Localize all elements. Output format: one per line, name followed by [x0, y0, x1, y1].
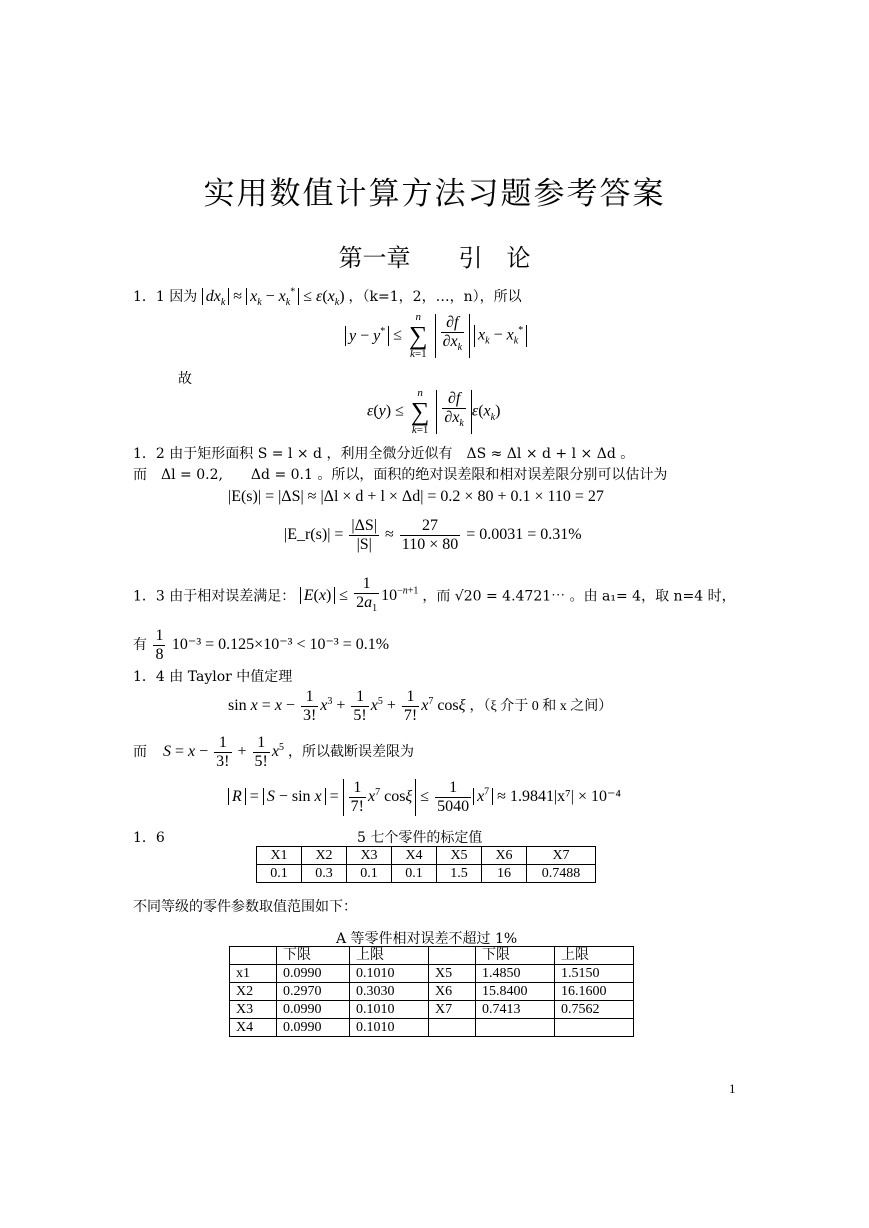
table-cell: 0.1 — [257, 865, 302, 883]
eq-den: 110 × 80 — [401, 536, 459, 553]
table-cell — [230, 947, 277, 965]
page-number: 1 — [729, 1081, 736, 1096]
table-cell: 1.5 — [437, 865, 482, 883]
problem-text: 因为 — [169, 289, 198, 305]
table-cell: 上限 — [555, 947, 634, 965]
table-cell: 0.3030 — [350, 983, 429, 1001]
table-row — [230, 1001, 634, 1019]
problem-1-2-line2: 而 Δl = 0.2, Δd = 0.1 。所以，面积的绝对误差限和相对误差限分别可以估计为 — [133, 467, 668, 483]
table-cell: 1.4850 — [476, 965, 555, 983]
problem-text: 有 — [133, 637, 147, 654]
table-cell: 0.7488 — [527, 865, 596, 883]
table-cell: 下限 — [277, 947, 350, 965]
table-header-row — [257, 847, 596, 865]
eq-den: |S| — [356, 536, 372, 553]
table-cell: 15.8400 — [476, 983, 555, 1001]
table-cell: X4 — [392, 847, 437, 865]
table-cell: 0.1010 — [350, 965, 429, 983]
problem-text: 由于相对误差满足： — [169, 588, 296, 605]
table-cell: 下限 — [476, 947, 555, 965]
eq-num: 27 — [400, 517, 460, 536]
table-cell: X2 — [302, 847, 347, 865]
table-cell: x1 — [230, 965, 277, 983]
table-header-row — [230, 947, 634, 965]
equation-1-2a: |E(s)| = |ΔS| ≈ |Δl × d + l × Δd| = 0.2 × 80 + 0.1 × 110 = 27 — [228, 488, 604, 505]
chapter-heading: 第一章 引 论 — [338, 244, 531, 272]
table-cell: X7 — [527, 847, 596, 865]
range-intro: 不同等级的零件参数取值范围如下： — [133, 899, 357, 915]
table-cell: 0.0990 — [277, 965, 350, 983]
problem-1-4-line — [133, 666, 292, 686]
table-cell: X4 — [230, 1019, 277, 1037]
problem-1-3-line — [133, 575, 736, 618]
eq-tail: ≈ 1.9841|x⁷| × 10⁻⁴ — [497, 788, 621, 806]
table-cell: X2 — [230, 983, 277, 1001]
table-cell: 0.1 — [392, 865, 437, 883]
problem-text: 而 — [133, 745, 147, 761]
problem-1-2-line — [133, 443, 634, 463]
table-row — [230, 983, 634, 1001]
table-cell: 0.3 — [302, 865, 347, 883]
error-bound-formula: $dx_k \approx x_k - x_k^* \le \varepsilon(x_k)$ — [202, 288, 349, 305]
table1-caption: 5 七个零件的标定值 — [357, 830, 483, 846]
table-cell: X6 — [429, 983, 476, 1001]
table-cell: X7 — [429, 1001, 476, 1019]
table-cell — [429, 947, 476, 965]
problem-text: 由 Taylor 中值定理 — [169, 669, 293, 685]
table-cell: X3 — [347, 847, 392, 865]
table-cell: 0.7413 — [476, 1001, 555, 1019]
problem-1-3-line2: 有 $\frac{1}{8}$ 10⁻³ = 0.125×10⁻³ < 10⁻³ = 0.1% — [133, 627, 390, 663]
problem-text: 由于矩形面积 S = l × d ，利用全微分近似有 ΔS ≈ Δl × d + l × Δd 。 — [169, 446, 635, 462]
table-cell: 0.1010 — [350, 1001, 429, 1019]
equation-1-4b: 而 S = x − $\frac{1}{3!}$ + $\frac{1}{5!}$ $x^5$ ，所以截断误差限为 — [133, 734, 414, 770]
table-cell: 16 — [482, 865, 527, 883]
table-cell: X6 — [482, 847, 527, 865]
eq-lhs: |E_r(s)| = — [284, 526, 344, 544]
table-row — [257, 865, 596, 883]
relative-error-formula: E(x) ≤ $\frac{1}{2a_1}$ $10^{-n+1}$ — [300, 587, 423, 604]
problem-label: 1．6 — [133, 830, 165, 846]
problem-label: 1．3 — [133, 588, 165, 605]
eq-num: |ΔS| — [351, 517, 378, 534]
equation-note: ，（ξ 介于 0 和 x 之间） — [469, 699, 613, 715]
table-cell — [555, 1019, 634, 1037]
problem-1-1-line — [133, 286, 522, 308]
table2-caption: A 等零件相对误差不超过 1% — [336, 931, 518, 947]
calibration-table — [256, 846, 596, 883]
equation-1-1a: y − y* ≤ n ∑ k=1 $\frac{\partial f}{\partial x_k}$ $x_k - x_k^*$ — [345, 312, 527, 360]
problem-text: ，所以截断误差限为 — [287, 745, 414, 761]
equation-1-4c: R = S − sin x = $\frac{1}{7!}$ $x^7$ cosξ ≤ $\frac{1}{5040}$ $x^7 \approx 1.9841|x^7| \times 10^{-4}$ — [228, 779, 621, 816]
table-cell: 上限 — [350, 947, 429, 965]
table-cell: 0.7562 — [555, 1001, 634, 1019]
equation-1-1b: ε(y) ≤ n ∑ k=1 $\frac{\partial f}{\partial x_k}$ $\varepsilon(x_k)$ — [367, 387, 501, 436]
table-cell: X3 — [230, 1001, 277, 1019]
problem-label: 1．1 — [133, 289, 165, 305]
equation-1-2b: |E_r(s)| = $\frac{|\Delta S|}{|S|}$ ≈ $\frac{27}{110 \times 80}$ = 0.0031 = 0.31% — [284, 517, 582, 553]
table-cell: X5 — [429, 965, 476, 983]
result-formula: 10⁻³ = 0.125×10⁻³ < 10⁻³ = 0.1% — [171, 636, 390, 654]
table-cell — [429, 1019, 476, 1037]
problem-text: ，而 √20 = 4.4721⋯ 。由 a₁= 4，取 n=4 时， — [422, 588, 736, 605]
table-cell: 0.2970 — [277, 983, 350, 1001]
grade-a-table — [229, 946, 634, 1037]
table-cell: X5 — [437, 847, 482, 865]
document-title: 实用数值计算方法习题参考答案 — [203, 176, 666, 212]
table-cell: 0.0990 — [277, 1001, 350, 1019]
table-cell: 16.1600 — [555, 983, 634, 1001]
therefore-text: 故 — [178, 371, 192, 387]
problem-text: ，（k=1，2，…，n），所以 — [348, 289, 522, 305]
table-cell — [476, 1019, 555, 1037]
problem-label: 1．2 — [133, 446, 165, 462]
table-cell: X1 — [257, 847, 302, 865]
table-cell: 0.1 — [347, 865, 392, 883]
table-cell: 0.1010 — [350, 1019, 429, 1037]
table-row — [230, 1019, 634, 1037]
equation-1-4a: sin x = x − $\frac{1}{3!}$ $x^3$ + $\frac{1}{5!}$ $x^5$ + $\frac{1}{7!}$ $x^7$ cosξ ，（ξ 介于 0 和 x 之间） — [228, 688, 613, 724]
table-cell: 1.5150 — [555, 965, 634, 983]
table-row — [230, 965, 634, 983]
eq-rhs: = 0.0031 = 0.31% — [466, 526, 582, 544]
problem-label: 1．4 — [133, 669, 165, 685]
table-cell: 0.0990 — [277, 1019, 350, 1037]
